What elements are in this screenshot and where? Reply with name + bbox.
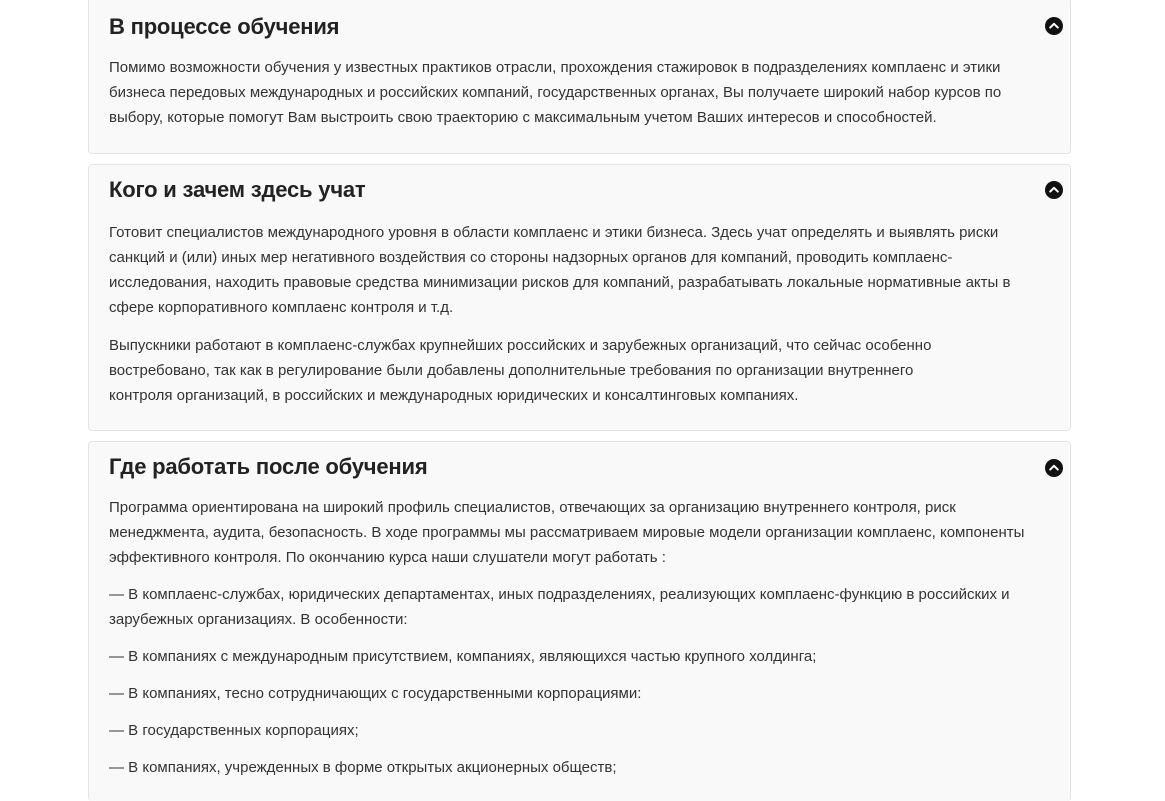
list-item: — В государственных корпорациях; [109, 722, 359, 739]
paragraph: Помимо возможности обучения у известных практиков отрасли, прохождения стажировок в подразделениях комплаенс и этики бизнеса передовых международных и российских компаний, государственных органах, Вы получаете широкий набор курсов по выбору, которые помогут Вам выстроить свою траекторию с максимальным учетом Ваших интересов и способностей. [109, 59, 1002, 126]
list-item: — В компаниях, учрежденных в форме открытых акционерных обществ; [109, 759, 617, 776]
accordion-body [89, 480, 1070, 780]
accordion-section-where-to-work [88, 441, 1071, 801]
list-item: — В компаниях с международным присутствием, компаниях, являющихся частью крупного холдинга; [109, 648, 817, 665]
section-title: В процессе обучения [109, 14, 340, 39]
chevron-up-icon[interactable] [1045, 181, 1063, 199]
accordion-header[interactable] [89, 165, 1070, 203]
section-title: Кого и зачем здесь учат [109, 177, 366, 202]
section-title: Где работать после обучения [109, 454, 428, 479]
paragraph: Выпускники работают в комплаенс-службах крупнейших российских и зарубежных организаций, что сейчас особенно востребовано, так как в регулирование были добавлены дополнительные требования по организации внутреннего контроля организаций, в российских и международных юридических и консалтинговых компаниях. [109, 337, 932, 404]
chevron-up-icon[interactable] [1045, 459, 1063, 477]
list-item: — В компаниях, тесно сотрудничающих с государственными корпорациями: [109, 685, 642, 702]
accordion-body [89, 40, 1070, 130]
accordion-section-who-and-why [88, 164, 1071, 431]
list-item: — В комплаенс-службах, юридических департаментах, иных подразделениях, реализующих комплаенс-функцию в российских и зарубежных организациях. В особенности: [109, 586, 1010, 628]
accordion-section-learning-process [88, 0, 1071, 154]
paragraph: Готовит специалистов международного уровня в области комплаенс и этики бизнеса. Здесь учат определять и выявлять риски санкций и (или) иных мер негативного воздействия со стороны надзорных органов для компаний, проводить комплаенс-исследования, находить правовые средства минимизации рисков для компаний, разрабатывать локальные нормативные акты в сфере корпоративного комплаенс контроля и т.д. [109, 224, 1011, 316]
accordion-header[interactable] [89, 1, 1070, 40]
accordion-header[interactable] [89, 442, 1070, 480]
accordion-body [89, 203, 1070, 408]
paragraph: Программа ориентирована на широкий профиль специалистов, отвечающих за организацию внутреннего контроля, риск менеджмента, аудита, безопасность. В ходе программы мы рассматриваем мировые модели организации комплаенс, компоненты эффективного контроля. По окончанию курса наши слушатели могут работать : [109, 499, 1025, 566]
chevron-up-icon[interactable] [1045, 17, 1063, 35]
